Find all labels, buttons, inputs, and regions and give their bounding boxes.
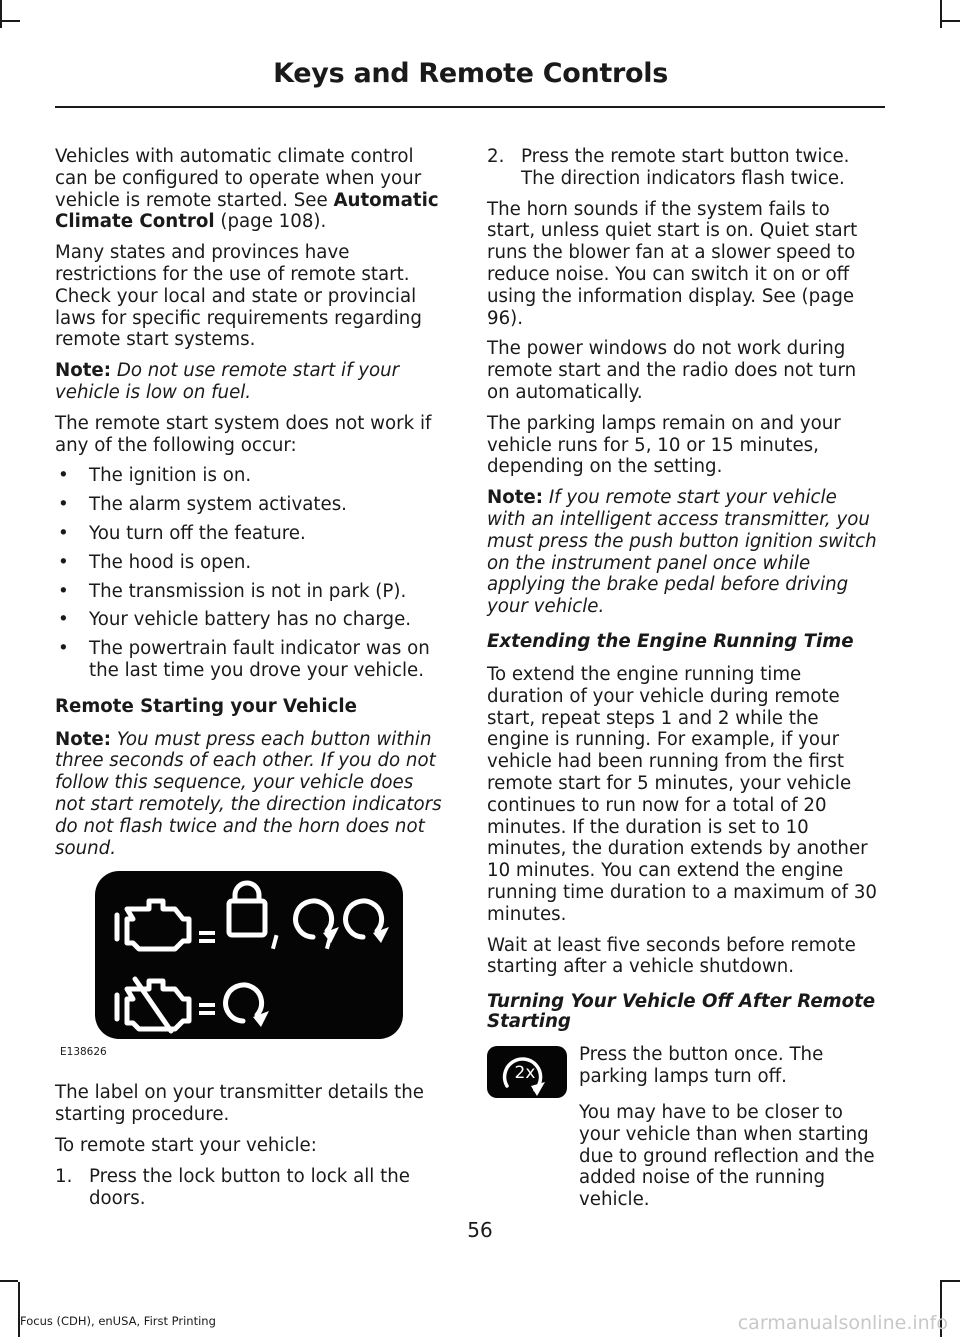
list-item: • The ignition is on.	[55, 465, 447, 487]
paragraph: You may have to be closer to your vehicle than when starting due to ground reflection and the added noise of the running vehicle.	[579, 1102, 875, 1211]
paragraph: The parking lamps remain on and your vehicle runs for 5, 10 or 15 minutes, depending on the setting.	[487, 412, 841, 478]
transmitter-label-image	[95, 871, 403, 1039]
figure-id-label: E138626	[60, 1046, 107, 1059]
step-list	[487, 146, 879, 190]
left-column	[55, 146, 447, 1218]
paragraph: The power windows do not work during remote start and the radio does not turn on automatically.	[487, 338, 857, 403]
list-item: • Your vehicle battery has no charge.	[55, 609, 447, 631]
crop-mark	[940, 20, 960, 22]
text: Vehicles with automatic climate control can be configured to operate when your vehicle is remote started. See	[55, 146, 422, 211]
step-text: Press the lock button to lock all the doors.	[89, 1165, 410, 1209]
paragraph: The label on your transmitter details the starting procedure.	[55, 1082, 424, 1126]
note-label: Note:	[487, 487, 544, 509]
header-rule	[55, 106, 885, 108]
crop-mark	[940, 0, 942, 28]
right-column	[487, 146, 879, 1220]
paragraph: The horn sounds if the system fails to start, unless quiet start is on. Quiet start runs the blower fan at a slower speed to reduce noise. You can switch it on or off using the information display. See (page 96).	[487, 198, 858, 329]
list-item: • The powertrain fault indicator was on the last time you drove your vehicle.	[55, 638, 447, 682]
remote-start-2x-icon	[487, 1046, 567, 1098]
text: (page 108).	[214, 211, 327, 233]
crop-mark	[940, 1280, 960, 1282]
icon-text: 2x	[514, 1063, 536, 1084]
section-heading: Turning Your Vehicle Off After Remote Starting	[487, 991, 876, 1033]
lock-icon	[235, 883, 259, 901]
crop-mark	[0, 1280, 18, 1282]
list-item: • The hood is open.	[55, 552, 447, 574]
list-item: • You turn off the feature.	[55, 523, 447, 545]
circular-arrow-icon	[296, 901, 332, 937]
note-text: You must press each button within three seconds of each other. If you do not follow this sequence, your vehicle does not start remotely, the direction indicators do not flash twice and the horn does not sound.	[55, 728, 442, 859]
crop-mark	[0, 20, 20, 22]
step-item	[55, 1166, 447, 1210]
note	[487, 487, 879, 618]
note-label: Note:	[55, 728, 112, 750]
step-number: 1.	[55, 1165, 73, 1187]
note	[55, 729, 447, 860]
remote-button-image	[487, 1046, 567, 1098]
watermark: carmanualsonline.info	[737, 1312, 948, 1334]
remote-start-sequence-icon	[95, 871, 403, 1039]
circular-arrow-icon	[226, 985, 262, 1021]
condition-list	[55, 465, 447, 681]
page-number: 56	[467, 1218, 493, 1242]
step-number: 2.	[487, 146, 505, 167]
step-list	[55, 1166, 447, 1210]
paragraph: Press the button once. The parking lamps turn off.	[579, 1044, 824, 1087]
print-info: Focus (CDH), enUSA, First Printing	[20, 1314, 216, 1328]
circular-arrow-icon	[346, 901, 382, 937]
paragraph: To extend the engine running time duration of your vehicle during remote start, repeat steps 1 and 2 while the engine is running. For example, if your vehicle had been running from the first remote start for 5 minutes, your vehicle continues to run now for a total of 20 minutes. If the duration is set to 10 minutes, the duration extends by another 10 minutes. You can extend the engine running time duration to a maximum of 30 minutes.	[487, 663, 877, 925]
engine-crossed-icon	[127, 981, 189, 1029]
list-item: • The transmission is not in park (P).	[55, 581, 447, 603]
crop-mark	[18, 1282, 20, 1337]
paragraph: To remote start your vehicle:	[55, 1134, 317, 1156]
crop-mark	[0, 0, 2, 28]
list-item: • The alarm system activates.	[55, 494, 447, 516]
engine-icon	[127, 901, 189, 949]
cross-reference-link[interactable]: Automatic Climate Control	[55, 189, 439, 233]
page-header-title: Keys and Remote Controls	[273, 58, 668, 89]
paragraph: Wait at least five seconds before remote starting after a vehicle shutdown.	[487, 934, 856, 978]
section-heading: Extending the Engine Running Time	[487, 630, 854, 652]
paragraph	[55, 146, 447, 233]
note-text: If you remote start your vehicle with an intelligent access transmitter, you must press the push button ignition switch on the instrument panel once while applying the brake pedal before driving your vehicle.	[487, 487, 877, 618]
paragraph: The remote start system does not work if any of the following occur:	[55, 412, 432, 456]
step-item	[487, 146, 879, 190]
button-instruction-block	[487, 1044, 879, 1104]
section-heading: Remote Starting your Vehicle	[55, 695, 357, 717]
paragraph: Many states and provinces have restrictions for the use of remote start. Check your local and state or provincial laws for specific requirements regarding remote start systems.	[55, 242, 422, 351]
note-label: Note:	[55, 360, 112, 382]
transmitter-label-figure	[55, 871, 447, 1071]
step-text: Press the remote start button twice. The direction indicators flash twice.	[521, 146, 850, 189]
note-text: Do not use remote start if your vehicle is low on fuel.	[55, 360, 400, 403]
note	[55, 360, 447, 404]
